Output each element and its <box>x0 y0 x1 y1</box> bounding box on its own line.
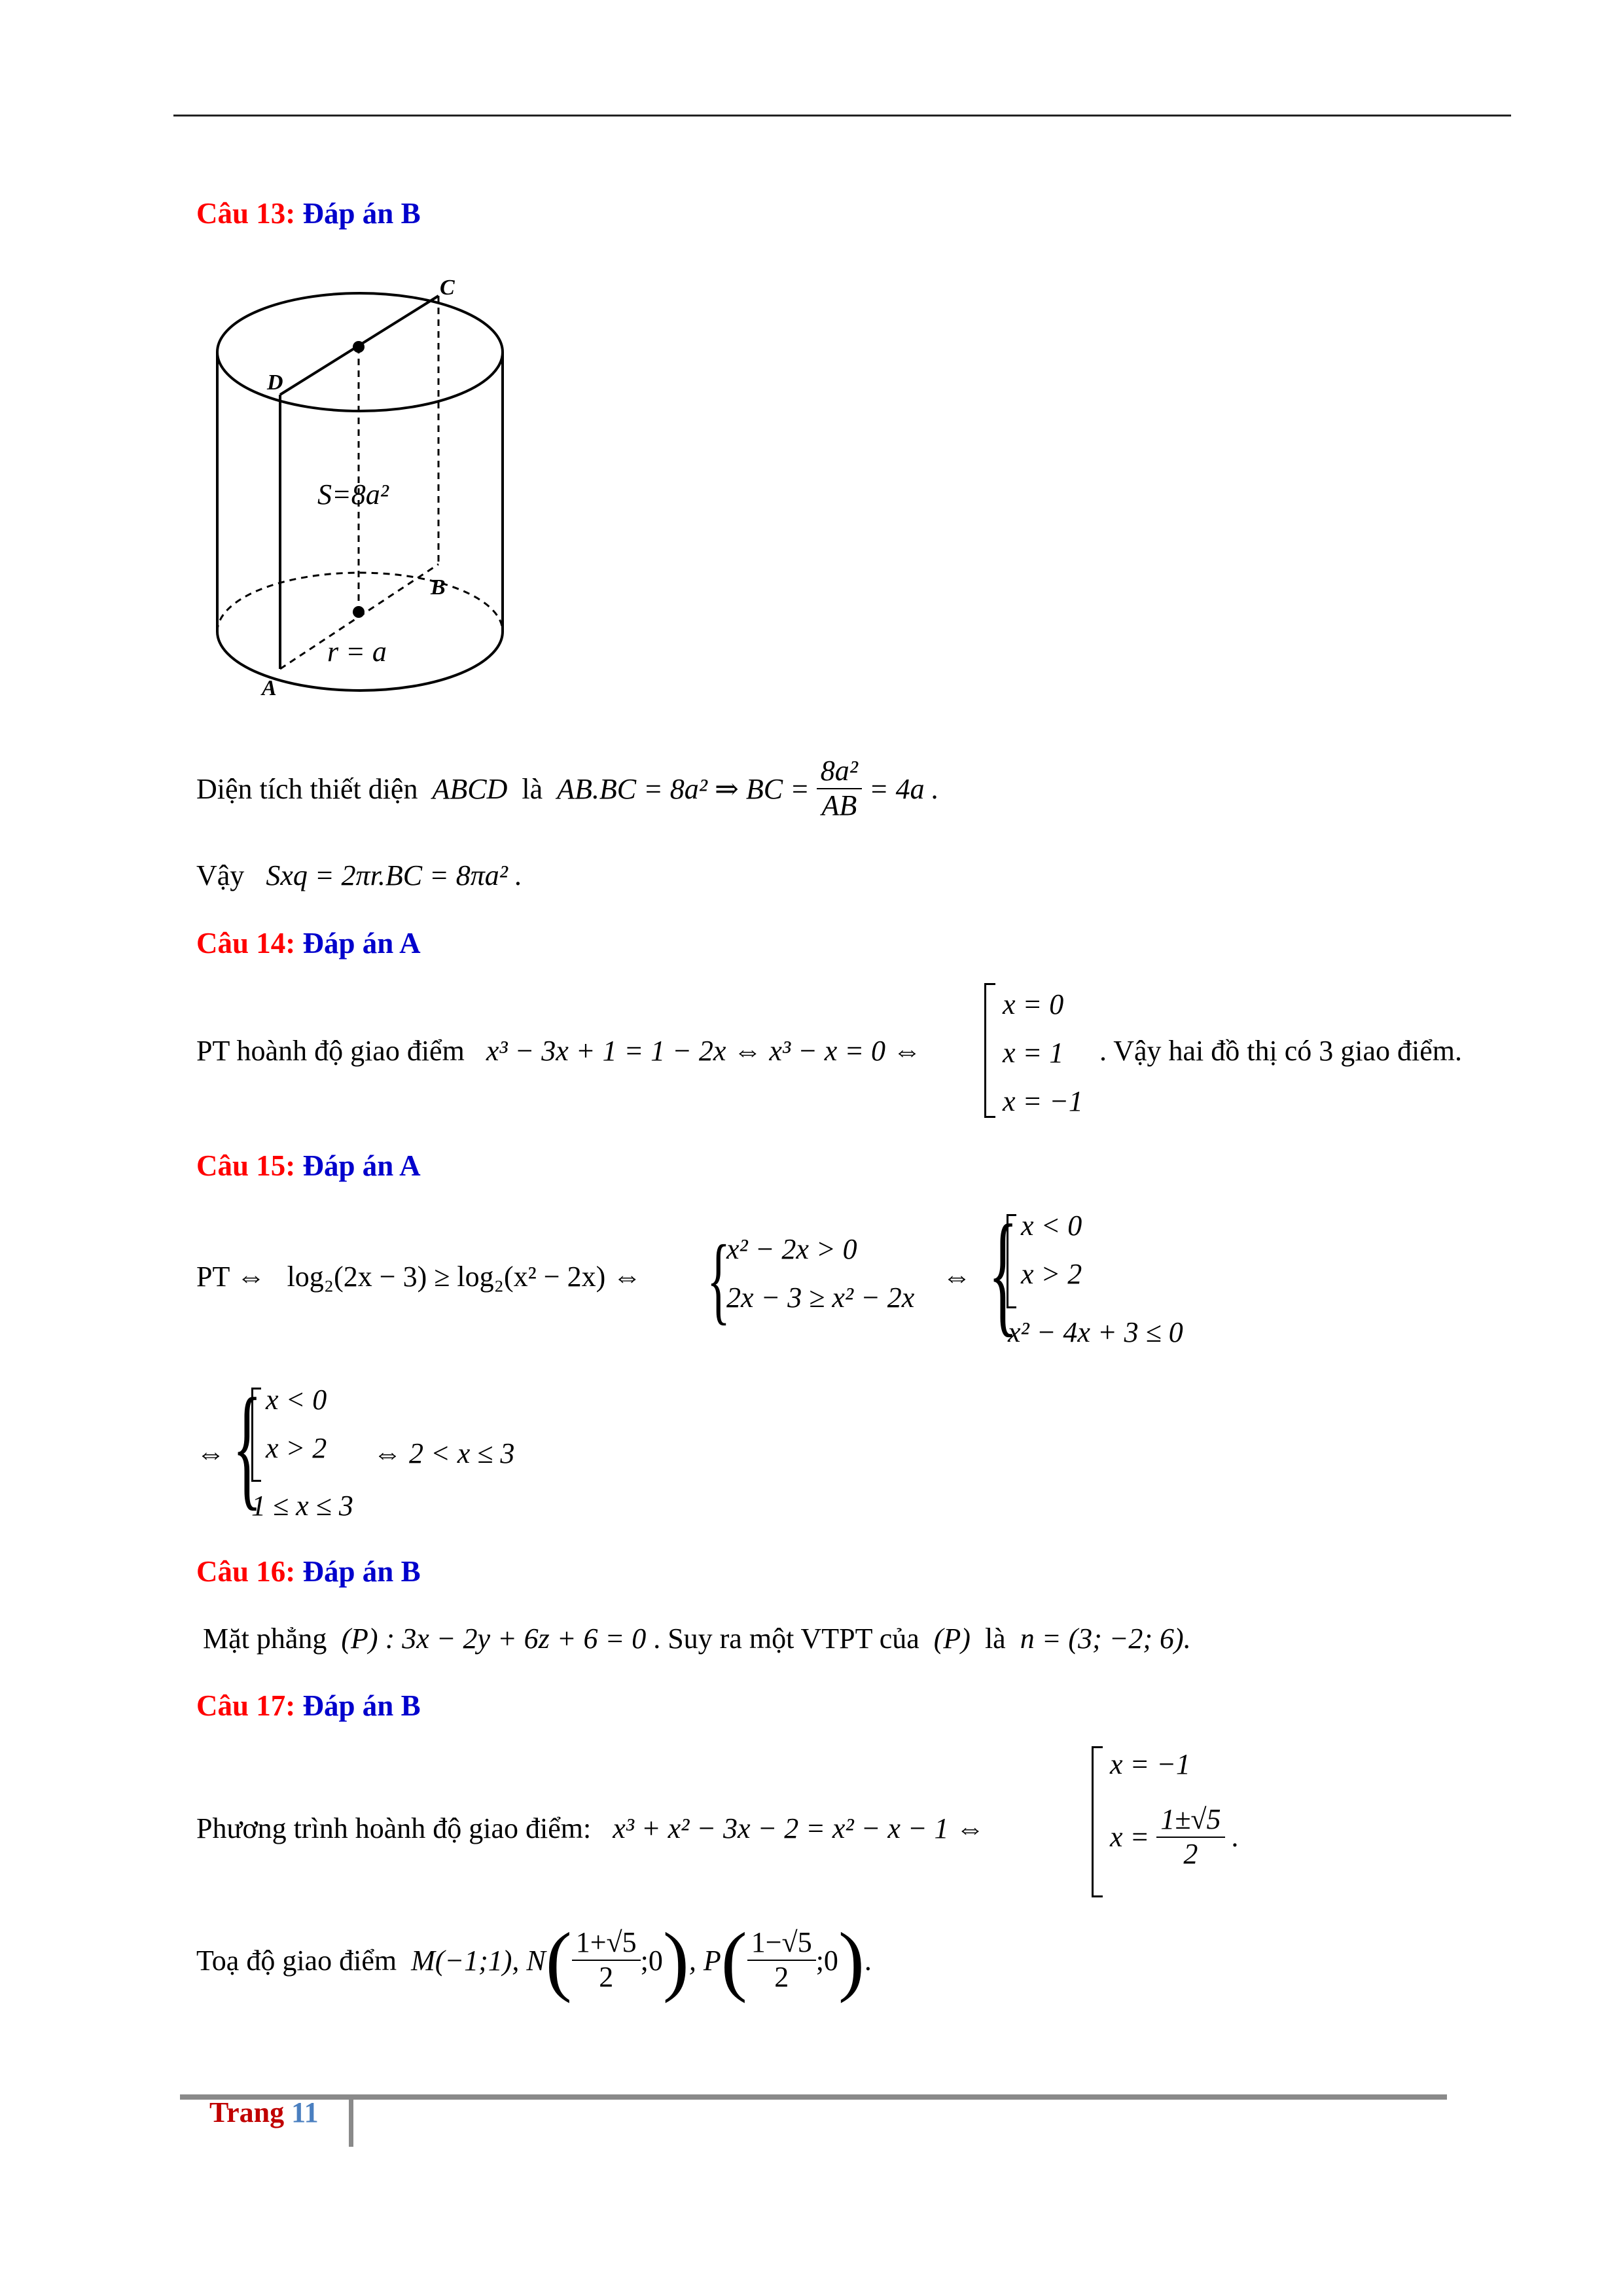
q15-sys3-last: 1 ≤ x ≤ 3 <box>251 1490 353 1522</box>
q15-line2-prefix: ⇔ <box>196 1437 225 1469</box>
q16-text2: . Suy ra một VTPT của <box>653 1623 919 1655</box>
q13-fraction-den: AB <box>821 789 857 821</box>
q16-heading <box>196 1554 421 1588</box>
q17-case1: x = −1 <box>1110 1748 1190 1780</box>
q15-answer: Đáp án A <box>302 1149 421 1182</box>
label-radius: r = a <box>327 636 387 668</box>
q13-line1-eq: AB.BC = 8a² ⇒ BC = <box>557 772 810 805</box>
q17-case2-den: 2 <box>1183 1837 1198 1870</box>
q14-text-label: PT hoành độ giao điểm <box>196 1035 465 1067</box>
q13-answer: Đáp án B <box>302 197 421 230</box>
q15-sys3-or-0: x < 0 <box>266 1384 327 1416</box>
q16-plane-ref: (P) <box>933 1623 971 1655</box>
q17-coord-p-tail: ;0 <box>815 1944 838 1977</box>
q17-coord-n-den: 2 <box>599 1961 614 1993</box>
q17-line1 <box>196 1812 985 1845</box>
q16-normal-vector: n = (3; −2; 6). <box>1020 1623 1191 1655</box>
q14-label: Câu 14: <box>196 927 296 960</box>
page-footer <box>209 2096 319 2129</box>
q17-case2-lhs: x = <box>1110 1821 1150 1854</box>
q17-coord-m: M(−1;1), N <box>411 1944 546 1977</box>
q15-sys2-or-0: x < 0 <box>1021 1210 1082 1242</box>
q15-line1-math: log₂(2x − 3) ≥ log₂(x² − 2x) ⇔ <box>287 1261 642 1293</box>
q15-brace-3: { <box>232 1371 262 1522</box>
q16-answer: Đáp án B <box>302 1555 421 1588</box>
q13-line1-tail: = 4a . <box>868 772 939 805</box>
q15-system-1 <box>726 1225 914 1322</box>
q13-fraction-num: 8a² <box>817 755 862 789</box>
q15-sys1-1: 2x − 3 ≥ x² − 2x <box>726 1282 915 1314</box>
q14-heading <box>196 926 421 960</box>
q14-case-0: x = 0 <box>1003 988 1064 1020</box>
q17-coord-p-num: 1−√5 <box>747 1926 816 1961</box>
q14-case-1: x = 1 <box>1003 1037 1064 1069</box>
q14-cases <box>1003 980 1083 1126</box>
q13-label: Câu 13: <box>196 197 296 230</box>
q16-text1: Mặt phẳng <box>203 1623 327 1655</box>
q15-label: Câu 15: <box>196 1149 296 1182</box>
q17-label: Câu 17: <box>196 1689 296 1722</box>
top-center-point <box>353 341 365 353</box>
q16-text3: là <box>984 1623 1006 1655</box>
q15-system-3-or <box>266 1376 327 1473</box>
q13-line2-math: Sxq = 2πr.BC = 8πa² . <box>266 859 522 891</box>
q15-line1-prefix: PT ⇔ <box>196 1261 266 1293</box>
q15-line1 <box>196 1260 641 1293</box>
q13-line1-la: là <box>522 772 543 805</box>
q14-tail: . Vậy hai đồ thị có 3 giao điểm. <box>1099 1035 1462 1067</box>
q13-heading <box>196 196 421 230</box>
q17-coord-p-frac <box>747 1926 816 1994</box>
q15-brace-1: { <box>707 1225 730 1334</box>
footer-label: Trang <box>209 2096 285 2128</box>
label-area: S=8a² <box>317 478 389 511</box>
q15-sys3-or-1: x > 2 <box>266 1432 327 1464</box>
q15-or-bracket-2 <box>1007 1214 1016 1308</box>
page-number: 11 <box>291 2096 319 2128</box>
q15-result: ⇔ 2 < x ≤ 3 <box>373 1437 515 1469</box>
q15-or-bracket-3 <box>251 1388 261 1482</box>
label-C: C <box>440 276 455 300</box>
footer-rule <box>180 2094 1447 2100</box>
q16-plane-eq: (P) : 3x − 2y + 6z + 6 = 0 <box>341 1623 647 1655</box>
q17-coord-n-frac <box>572 1926 641 1994</box>
q17-heading <box>196 1689 421 1723</box>
label-A: A <box>262 676 277 700</box>
q13-line2 <box>196 859 522 892</box>
q17-or-bracket <box>1092 1746 1103 1897</box>
bottom-ellipse-back <box>217 573 503 632</box>
q17-coord-text: Toạ độ giao điểm <box>196 1944 397 1977</box>
q14-case-2: x = −1 <box>1003 1085 1083 1117</box>
q17-paren-open-p: ( <box>721 1916 747 2003</box>
q15-heading <box>196 1149 421 1183</box>
q15-system-2-or <box>1021 1202 1082 1299</box>
q13-line1-abcd: ABCD <box>432 772 508 805</box>
q17-case2: x = $\frac{1\pm√5}{2}$ . <box>1110 1803 1240 1870</box>
q17-case2-frac <box>1156 1803 1224 1871</box>
q17-coord-n-num: 1+√5 <box>572 1926 641 1961</box>
footer-divider <box>349 2094 353 2147</box>
q15-arrow: ⇔ <box>942 1261 971 1293</box>
header-rule <box>173 115 1511 117</box>
q17-paren-close-n: ) <box>662 1916 689 2003</box>
q13-fraction <box>817 755 862 822</box>
q14-answer: Đáp án A <box>302 927 421 960</box>
q17-coords: Toạ độ giao điểm M(−1;1), N ( $\frac{1+√5}{2}$ ;0 ) , P ( $\frac{1-√5}{2}$ ;0 ) . <box>196 1916 872 2003</box>
q17-paren-close-p: ) <box>838 1916 865 2003</box>
q13-line1-text: Diện tích thiết diện <box>196 772 418 805</box>
q17-case2-num: 1±√5 <box>1156 1803 1224 1838</box>
cylinder-figure <box>196 262 537 707</box>
q15-sys2-last: x² − 4x + 3 ≤ 0 <box>1008 1316 1183 1348</box>
label-B: B <box>431 575 446 600</box>
q17-math: x³ + x² − 3x − 2 = x² − x − 1 ⇔ <box>613 1812 985 1844</box>
q13-line2-text: Vậy <box>196 859 245 891</box>
q16-line <box>203 1622 1191 1655</box>
q15-brace-2: { <box>988 1197 1018 1349</box>
q17-coord-p-den: 2 <box>774 1961 789 1993</box>
q14-or-bracket <box>984 983 995 1118</box>
q14-math: x³ − 3x + 1 = 1 − 2x ⇔ x³ − x = 0 ⇔ <box>486 1035 922 1067</box>
q15-sys2-or-1: x > 2 <box>1021 1258 1082 1290</box>
q13-line1 <box>196 746 939 831</box>
label-D: D <box>267 370 283 395</box>
q14-text <box>196 1034 921 1067</box>
q17-paren-open-n: ( <box>545 1916 572 2003</box>
q16-label: Câu 16: <box>196 1555 296 1588</box>
bottom-center-point <box>353 606 365 618</box>
q17-coord-p: , P <box>688 1944 721 1977</box>
q17-text: Phương trình hoành độ giao điểm: <box>196 1812 592 1844</box>
q15-sys1-0: x² − 2x > 0 <box>726 1233 857 1265</box>
q17-answer: Đáp án B <box>302 1689 421 1722</box>
q17-coord-n-tail: ;0 <box>640 1944 663 1977</box>
